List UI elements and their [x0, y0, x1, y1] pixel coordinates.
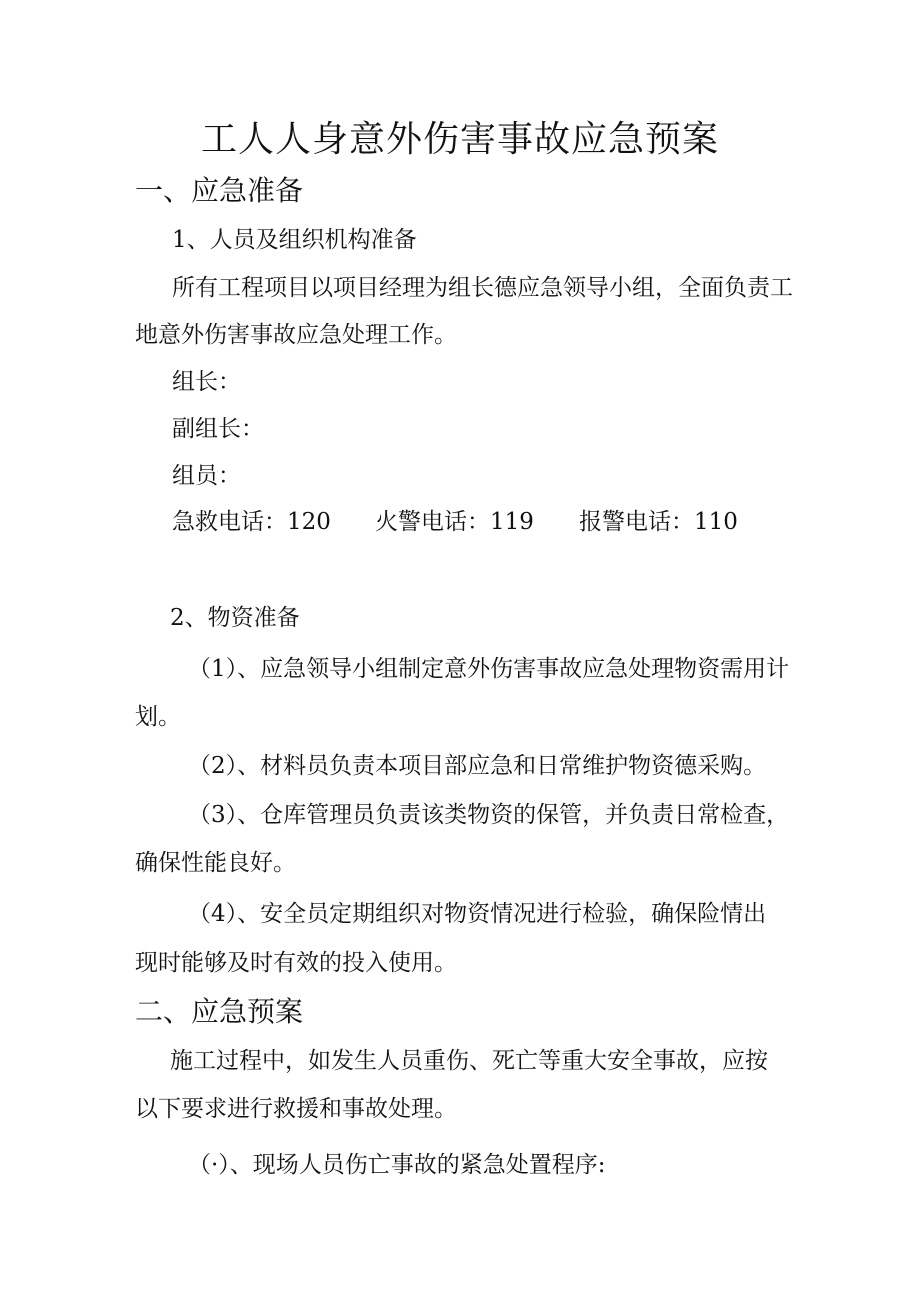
- supply-item2: （2）、材料员负责本项目部应急和日常维护物资德采购。: [188, 753, 767, 779]
- document-title: 工人人身意外伤害事故应急预案: [200, 119, 719, 160]
- sub1-heading: 1、人员及组织机构准备: [172, 227, 417, 253]
- section2-paragraph-line2: 以下要求进行救援和事故处理。: [135, 1096, 457, 1122]
- members-label: 组员：: [172, 463, 241, 489]
- leader-label: 组长：: [172, 369, 241, 395]
- section2-sub1-heading: （·）、现场人员伤亡事故的紧急处置程序:: [188, 1152, 606, 1178]
- supply-item1-line2: 划。: [135, 704, 181, 730]
- sub1-paragraph-line1: 所有工程项目以项目经理为组长德应急领导小组，全面负责工: [172, 275, 793, 301]
- section1-heading: 一、应急准备: [135, 174, 304, 207]
- section2-paragraph-line1: 施工过程中，如发生人员重伤、死亡等重大安全事故，应按: [170, 1048, 768, 1074]
- supply-item4-line1: （4）、安全员定期组织对物资情况进行检验，确保险情出: [188, 901, 767, 927]
- deputy-leader-label: 副组长：: [172, 416, 264, 442]
- phone-numbers-row: [172, 507, 792, 537]
- supply-item4-line2: 现时能够及时有效的投入使用。: [135, 950, 457, 976]
- section2-heading: 二、应急预案: [135, 995, 304, 1028]
- supply-item3-line1: （3）、仓库管理员负责该类物资的保管，并负责日常检查，: [188, 802, 790, 828]
- supply-item1-line1: （1）、应急领导小组制定意外伤害事故应急处理物资需用计: [188, 656, 790, 682]
- fire-phone: 火警电话：119: [375, 509, 534, 535]
- police-phone: 报警电话：110: [579, 509, 738, 535]
- sub2-heading: 2、物资准备: [170, 605, 300, 631]
- emergency-phone: 急救电话：120: [172, 509, 331, 535]
- supply-item3-line2: 确保性能良好。: [135, 850, 296, 876]
- sub1-paragraph-line2: 地意外伤害事故应急处理工作。: [135, 322, 457, 348]
